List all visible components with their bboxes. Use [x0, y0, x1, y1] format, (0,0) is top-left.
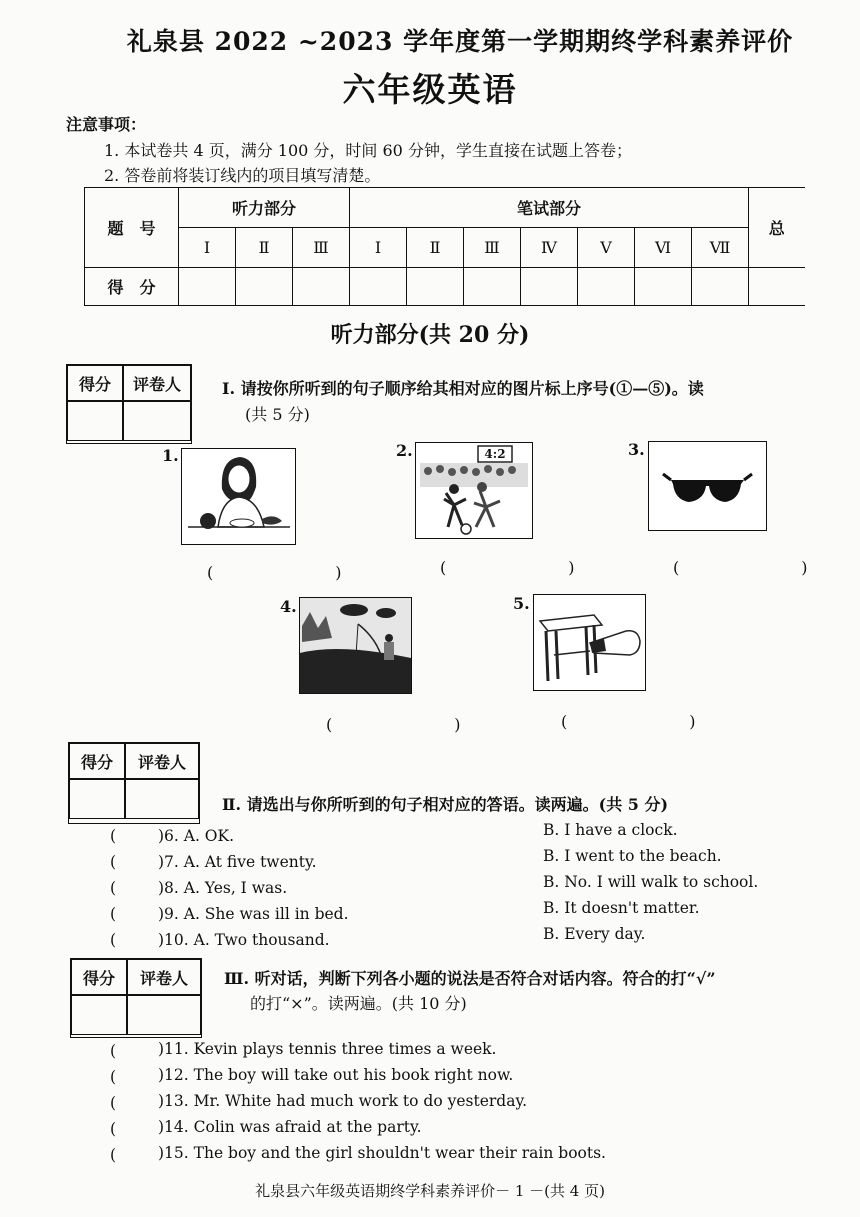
picture-sunglasses — [648, 441, 767, 531]
open-paren[interactable]: ( — [110, 827, 117, 845]
answer-paren[interactable]: ( ) — [207, 563, 372, 582]
score-cell[interactable] — [635, 268, 692, 306]
col-label: Ⅰ — [179, 228, 236, 268]
score-cell[interactable] — [521, 268, 578, 306]
grader-score-cell[interactable] — [69, 779, 125, 819]
q3-statement: )11. Kevin plays tennis three times a week. — [158, 1040, 497, 1058]
open-paren[interactable]: ( — [110, 853, 117, 871]
score-cell[interactable] — [236, 268, 293, 306]
picture-football-match — [415, 442, 533, 539]
pic-number: 4. — [280, 597, 297, 616]
open-paren[interactable]: ( — [110, 1146, 117, 1164]
open-paren[interactable]: ( — [110, 879, 117, 897]
col-label: Ⅴ — [578, 228, 635, 268]
q3-statement: )12. The boy will take out his book right now. — [158, 1066, 514, 1084]
grader-box — [66, 364, 192, 444]
score-cell[interactable] — [578, 268, 635, 306]
q2-option-a: )9. A. She was ill in bed. — [158, 905, 349, 923]
open-paren[interactable]: ( — [110, 1120, 117, 1138]
open-paren[interactable]: ( — [110, 931, 117, 949]
open-paren[interactable]: ( — [110, 905, 117, 923]
q2-option-a: )10. A. Two thousand. — [158, 931, 330, 949]
listening-header: 听力部分 — [179, 188, 350, 228]
exam-subtitle: 六年级英语 — [342, 70, 518, 109]
pic-number: 3. — [628, 440, 645, 459]
q2-option-a: )6. A. OK. — [158, 827, 235, 845]
q3-points: 的打“×”。读两遍。(共 10 分) — [250, 994, 467, 1013]
q2-option-b: B. No. I will walk to school. — [543, 873, 759, 891]
picture-cleaning-desk — [533, 594, 646, 691]
listening-section-title: 听力部分(共 20 分) — [330, 322, 530, 348]
exam-title: 礼泉县 2022 ~2023 学年度第一学期期终学科素养评价 — [126, 27, 794, 56]
col-label: Ⅰ — [350, 228, 407, 268]
col-label: Ⅱ — [236, 228, 293, 268]
grader-name-label: 评卷人 — [123, 365, 191, 401]
answer-paren[interactable]: ( ) — [440, 558, 605, 577]
grader-name-label: 评卷人 — [125, 743, 199, 779]
picture-fishing — [299, 597, 412, 694]
q3-statement: )13. Mr. White had much work to do yesterday. — [158, 1092, 528, 1110]
grader-name-cell[interactable] — [127, 995, 201, 1035]
open-paren[interactable]: ( — [110, 1094, 117, 1112]
score-cell[interactable] — [350, 268, 407, 306]
writing-header: 笔试部分 — [350, 188, 749, 228]
grader-score-label: 得分 — [71, 959, 127, 995]
q2-option-b: B. I have a clock. — [543, 821, 678, 839]
grader-box — [68, 742, 200, 824]
total-header: 总 — [749, 188, 805, 268]
row-label-score: 得 分 — [85, 268, 179, 306]
grader-box — [70, 958, 202, 1038]
q2-option-b: B. It doesn't matter. — [543, 899, 700, 917]
open-paren[interactable]: ( — [110, 1068, 117, 1086]
score-table — [84, 187, 805, 306]
score-cell[interactable] — [464, 268, 521, 306]
q2-option-b: B. I went to the beach. — [543, 847, 722, 865]
q2-option-a: )8. A. Yes, I was. — [158, 879, 288, 897]
score-cell[interactable] — [407, 268, 464, 306]
grader-name-label: 评卷人 — [127, 959, 201, 995]
answer-paren[interactable]: ( ) — [326, 715, 491, 734]
row-label-question: 题 号 — [85, 188, 179, 268]
q2-option-a: )7. A. At five twenty. — [158, 853, 317, 871]
grader-name-cell[interactable] — [125, 779, 199, 819]
grader-name-cell[interactable] — [123, 401, 191, 441]
q2-option-b: B. Every day. — [543, 925, 646, 943]
q3-heading: Ⅲ. 听对话，判断下列各小题的说法是否符合对话内容。符合的打“√” — [224, 969, 716, 988]
col-label: Ⅳ — [521, 228, 578, 268]
col-label: Ⅶ — [692, 228, 749, 268]
note-item: 1. 本试卷共 4 页，满分 100 分，时间 60 分钟，学生直接在试题上答卷； — [104, 141, 632, 160]
q3-statement: )14. Colin was afraid at the party. — [158, 1118, 422, 1136]
grader-score-cell[interactable] — [71, 995, 127, 1035]
scoreboard-text: 4:2 — [484, 447, 506, 461]
pic-number: 2. — [396, 441, 413, 460]
picture-girl-eating — [181, 448, 296, 545]
grader-score-label: 得分 — [69, 743, 125, 779]
col-label: Ⅱ — [407, 228, 464, 268]
q2-heading: Ⅱ. 请选出与你所听到的句子相对应的答语。读两遍。(共 5 分) — [222, 795, 669, 814]
grader-score-label: 得分 — [67, 365, 123, 401]
grader-score-cell[interactable] — [67, 401, 123, 441]
answer-paren[interactable]: ( ) — [673, 558, 838, 577]
note-item: 2. 答卷前将装订线内的项目填写清楚。 — [104, 166, 381, 185]
score-cell[interactable] — [179, 268, 236, 306]
col-label: Ⅵ — [635, 228, 692, 268]
notes-heading: 注意事项： — [66, 115, 147, 134]
score-cell[interactable] — [293, 268, 350, 306]
q1-heading: Ⅰ. 请按你所听到的句子顺序给其相对应的图片标上序号(①—⑤)。读 — [222, 379, 704, 398]
open-paren[interactable]: ( — [110, 1042, 117, 1060]
q1-points: (共 5 分) — [245, 405, 310, 424]
answer-paren[interactable]: ( ) — [561, 712, 726, 731]
col-label: Ⅲ — [464, 228, 521, 268]
score-cell-total[interactable] — [749, 268, 805, 306]
pic-number: 1. — [162, 446, 179, 465]
page-footer: 礼泉县六年级英语期终学科素养评价－ 1 －(共 4 页) — [255, 1182, 605, 1200]
q3-statement: )15. The boy and the girl shouldn't wear their rain boots. — [158, 1144, 606, 1162]
pic-number: 5. — [513, 594, 530, 613]
score-cell[interactable] — [692, 268, 749, 306]
col-label: Ⅲ — [293, 228, 350, 268]
